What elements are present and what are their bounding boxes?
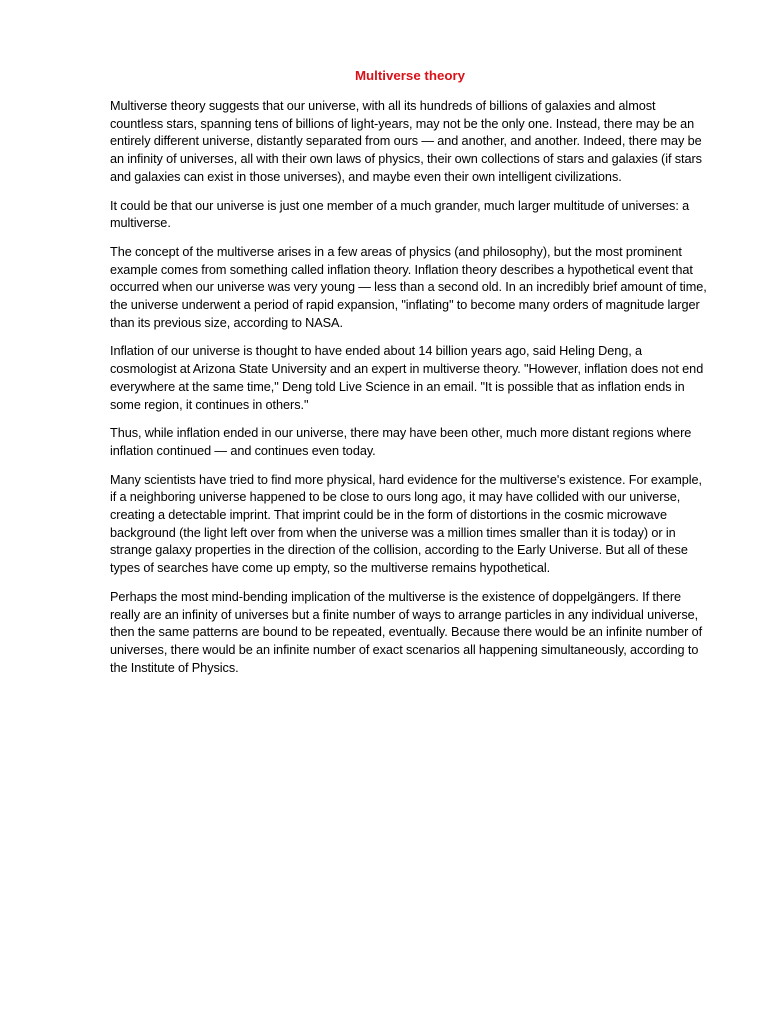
paragraph-1: Multiverse theory suggests that our universe, with all its hundreds of billions of galaxies and almost countless stars, spanning tens of billions of light-years, may not be the only one. Instead, there may be an entirely different universe, distantly separated from ours — and another, and another. Indeed, there may be an infinity of universes, all with their own laws of physics, their own collections of stars and galaxies (if stars and galaxies can exist in those universes), and maybe even their own intelligent civilizations. [110, 99, 702, 184]
paragraph-5: Thus, while inflation ended in our universe, there may have been other, much more distant regions where inflation continued — and continues even today. [110, 426, 692, 458]
document-page [110, 64, 710, 688]
paragraph-7: Perhaps the most mind-bending implication of the multiverse is the existence of doppelgängers. If there really are an infinity of universes but a finite number of ways to arrange particles in any individual universe, then the same patterns are bound to be repeated, eventually. Because there would be an infinite number of universes, there would be an infinite number of exact scenarios all happening simultaneously, according to the Institute of Physics. [110, 589, 703, 675]
paragraph-3: The concept of the multiverse arises in a few areas of physics (and philosophy), but the most prominent example comes from something called inflation theory. Inflation theory describes a hypothetical event that occurred when our universe was very young — less than a second old. In an incredibly brief amount of time, the universe underwent a period of rapid expansion, "inflating" to become many orders of magnitude larger than its previous size, according to NASA. [110, 244, 707, 330]
paragraph-6: Many scientists have tried to find more physical, hard evidence for the multiverse's existence. For example, if a neighboring universe happened to be close to ours long ago, it may have collided with our universe, creating a detectable imprint. That imprint could be in the form of distortions in the cosmic microwave background (the light left over from when the universe was a million times smaller than it is today) or in strange galaxy properties in the direction of the collision, according to the Early Universe. But all of these types of searches have come up empty, so the multiverse remains hypothetical. [110, 472, 703, 576]
document-title: Multiverse theory [354, 68, 466, 83]
paragraph-4: Inflation of our universe is thought to have ended about 14 billion years ago, said Heling Deng, a cosmologist at Arizona State University and an expert in multiverse theory. "However, inflation does not end everywhere at the same time," Deng told Live Science in an email. "It is possible that as inflation ends in some region, it continues in others." [110, 344, 704, 412]
paragraph-2: It could be that our universe is just one member of a much grander, much larger multitude of universes: a multiverse. [110, 198, 690, 231]
